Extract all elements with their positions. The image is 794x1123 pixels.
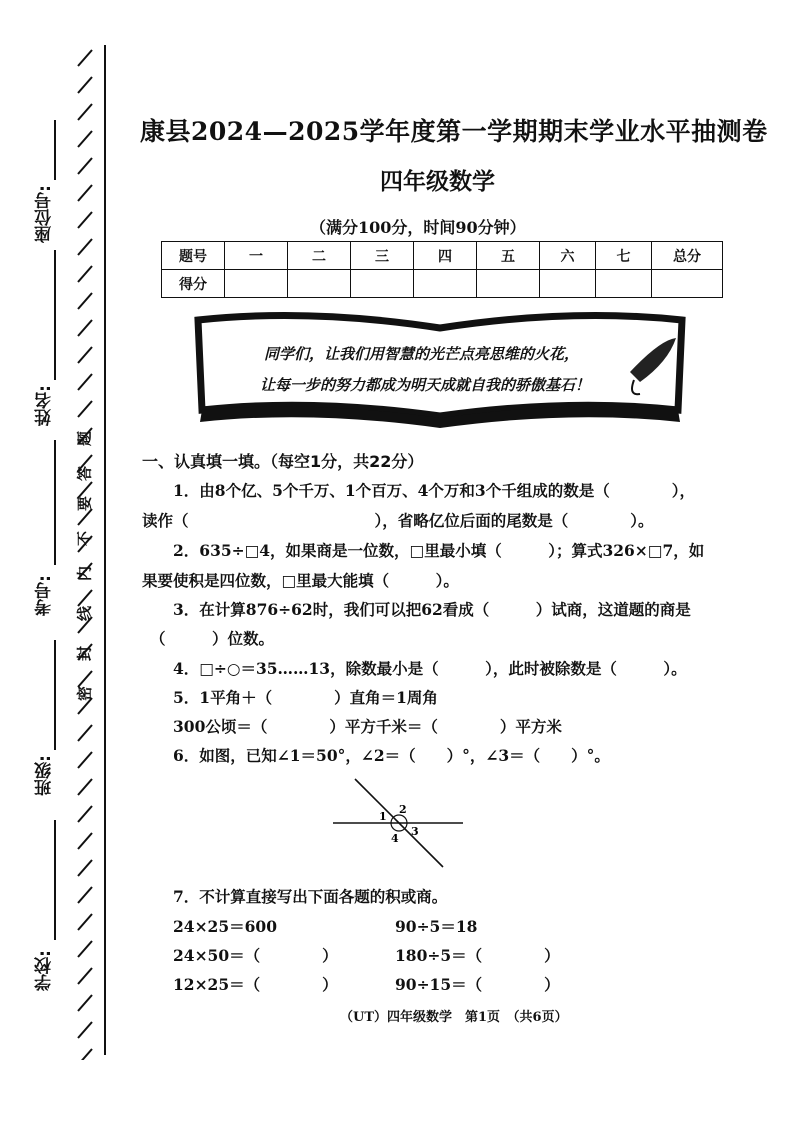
class-label: 班级: bbox=[35, 755, 55, 796]
binding-slash bbox=[78, 374, 92, 390]
calc-item: 24×25＝600 bbox=[173, 917, 277, 936]
score-table-cell: 七 bbox=[596, 242, 652, 270]
binding-slash bbox=[78, 293, 92, 309]
binding-slash-column bbox=[60, 40, 108, 1060]
binding-slash bbox=[78, 50, 92, 66]
question-3-line-2: （ ）位数。 bbox=[150, 629, 275, 648]
score-input-cell[interactable] bbox=[351, 270, 414, 298]
binding-slash bbox=[78, 212, 92, 228]
score-time-info: （满分100分，时间90分钟） bbox=[310, 218, 526, 237]
school-label: 学校: bbox=[35, 950, 55, 991]
binding-slash bbox=[78, 131, 92, 147]
score-input-cell[interactable] bbox=[596, 270, 652, 298]
seal-char: 题 bbox=[75, 431, 94, 447]
name-label: 姓名: bbox=[35, 385, 55, 426]
exam-title: 康县2024—2025学年度第一学期期末学业水平抽测卷 bbox=[140, 117, 768, 146]
exam-number-line bbox=[54, 440, 56, 565]
score-table-header-row bbox=[162, 242, 723, 270]
score-table-cell: 四 bbox=[414, 242, 477, 270]
question-5-line-2: 300公顷＝（ ）平方千米＝（ ）平方米 bbox=[173, 717, 562, 736]
binding-slash bbox=[78, 185, 92, 201]
exam-number-label: 考号: bbox=[35, 575, 55, 616]
angle-label: 1 bbox=[379, 810, 387, 823]
binding-slash bbox=[78, 104, 92, 120]
calc-item: 12×25＝（ ） bbox=[173, 975, 338, 994]
question-1-line-1: 1．由8个亿、5个千万、1个百万、4个万和3个千组成的数是（ ）， bbox=[173, 481, 695, 500]
calc-item: 90÷15＝（ ） bbox=[395, 975, 560, 994]
binding-slash bbox=[78, 77, 92, 93]
question-2-line-1: 2．635÷□4，如果商是一位数，□里最小填（ ）；算式326×□7，如 bbox=[173, 541, 705, 560]
seal-char: 不 bbox=[75, 531, 94, 547]
binding-slash bbox=[78, 725, 92, 741]
binding-slash bbox=[78, 1049, 92, 1060]
score-table-cell: 总分 bbox=[652, 242, 723, 270]
score-table-cell: 三 bbox=[351, 242, 414, 270]
school-line bbox=[54, 820, 56, 940]
page-footer: （UT）四年级数学 第1页 （共6页） bbox=[340, 1010, 568, 1025]
seal-char: 线 bbox=[75, 606, 94, 622]
name-line bbox=[54, 250, 56, 380]
binding-slash bbox=[78, 860, 92, 876]
question-6: 6．如图，已知∠1＝50°，∠2＝（ ）°，∠3＝（ ）°。 bbox=[173, 746, 610, 765]
binding-slash bbox=[78, 158, 92, 174]
score-input-cell[interactable] bbox=[288, 270, 351, 298]
binding-slash bbox=[78, 320, 92, 336]
binding-slash bbox=[78, 401, 92, 417]
calc-item: 24×50＝（ ） bbox=[173, 946, 338, 965]
banner-line-2: 让每一步的努力都成为明天成就自我的骄傲基石！ bbox=[260, 376, 591, 394]
question-3-line-1: 3．在计算876÷62时，我们可以把62看成（ ）试商，这道题的商是 bbox=[173, 600, 691, 619]
binding-border-line bbox=[104, 45, 106, 1055]
binding-slash bbox=[78, 752, 92, 768]
score-table-cell: 题号 bbox=[162, 242, 225, 270]
score-input-cell[interactable] bbox=[477, 270, 540, 298]
binding-slash bbox=[78, 347, 92, 363]
seal-char: 密 bbox=[75, 686, 94, 702]
open-book-illustration bbox=[190, 310, 690, 428]
banner-line-1: 同学们，让我们用智慧的光芒点亮思维的火花， bbox=[264, 345, 580, 363]
calc-item: 90÷5＝18 bbox=[395, 917, 478, 936]
angle-diagram bbox=[325, 775, 470, 870]
seal-char: 要 bbox=[75, 496, 94, 512]
seal-char: 内 bbox=[75, 566, 94, 582]
motivation-banner bbox=[190, 310, 690, 428]
binding-slash bbox=[78, 941, 92, 957]
exam-subtitle: 四年级数学 bbox=[380, 169, 495, 195]
score-table-cell: 一 bbox=[225, 242, 288, 270]
score-table-score-row bbox=[162, 270, 723, 298]
section-heading: 一、认真填一填。（每空1分，共22分） bbox=[142, 452, 424, 471]
score-input-cell[interactable] bbox=[225, 270, 288, 298]
binding-slash bbox=[78, 968, 92, 984]
binding-slash bbox=[78, 806, 92, 822]
seat-number-line bbox=[54, 120, 56, 180]
seal-char: 答 bbox=[75, 466, 94, 482]
score-table-cell: 二 bbox=[288, 242, 351, 270]
seal-char: 封 bbox=[75, 646, 94, 662]
binding-slash bbox=[78, 914, 92, 930]
score-input-cell[interactable] bbox=[652, 270, 723, 298]
binding-slash bbox=[78, 239, 92, 255]
question-2-line-2: 果要使积是四位数，□里最大能填（ ）。 bbox=[142, 571, 459, 590]
score-input-cell[interactable] bbox=[414, 270, 477, 298]
binding-slash bbox=[78, 995, 92, 1011]
question-4: 4．□÷○＝35……13，除数最小是（ ），此时被除数是（ ）。 bbox=[173, 659, 687, 678]
score-table-cell: 五 bbox=[477, 242, 540, 270]
score-table-cell: 得分 bbox=[162, 270, 225, 298]
binding-slash bbox=[78, 779, 92, 795]
score-table bbox=[161, 241, 723, 298]
calc-item: 180÷5＝（ ） bbox=[395, 946, 560, 965]
angle-label: 4 bbox=[391, 832, 399, 845]
angle-label: 2 bbox=[399, 803, 407, 816]
angle-label: 3 bbox=[411, 825, 419, 838]
seat-number-label: 座位号: bbox=[35, 185, 55, 243]
score-input-cell[interactable] bbox=[540, 270, 596, 298]
binding-slash bbox=[78, 1022, 92, 1038]
score-table-cell: 六 bbox=[540, 242, 596, 270]
binding-slash bbox=[78, 266, 92, 282]
question-5-line-1: 5．1平角＋（ ）直角＝1周角 bbox=[173, 688, 438, 707]
question-1-line-2: 读作（ ），省略亿位后面的尾数是（ ）。 bbox=[142, 511, 654, 530]
class-line bbox=[54, 640, 56, 750]
binding-strip bbox=[0, 0, 110, 1123]
question-7: 7．不计算直接写出下面各题的积或商。 bbox=[173, 887, 448, 906]
binding-slash bbox=[78, 833, 92, 849]
binding-slash bbox=[78, 887, 92, 903]
